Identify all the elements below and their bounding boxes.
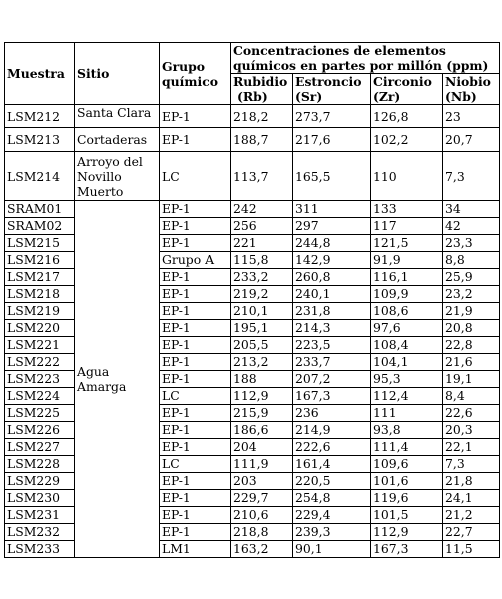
cell-zr: 111: [371, 405, 443, 422]
cell-rb: 218,2: [231, 105, 293, 128]
cell-grupo: EP-1: [160, 128, 231, 152]
cell-grupo: LC: [160, 456, 231, 473]
cell-sr: 229,4: [293, 507, 371, 524]
cell-sitio-agua-amarga: Agua Amarga: [75, 201, 160, 558]
cell-sr: 260,8: [293, 269, 371, 286]
cell-zr: 112,9: [371, 524, 443, 541]
cell-nb: 21,9: [443, 303, 500, 320]
cell-grupo: EP-1: [160, 507, 231, 524]
cell-muestra: LSM218: [5, 286, 75, 303]
cell-muestra: LSM229: [5, 473, 75, 490]
cell-sr: 90,1: [293, 541, 371, 558]
cell-nb: 24,1: [443, 490, 500, 507]
header-circonio-symbol: (Zr): [373, 89, 401, 104]
cell-zr: 116,1: [371, 269, 443, 286]
cell-rb: 163,2: [231, 541, 293, 558]
cell-rb: 210,6: [231, 507, 293, 524]
cell-nb: 22,8: [443, 337, 500, 354]
cell-nb: 21,8: [443, 473, 500, 490]
cell-sr: 236: [293, 405, 371, 422]
header-estroncio-symbol: (Sr): [295, 89, 323, 104]
cell-grupo: EP-1: [160, 269, 231, 286]
table-row: [5, 105, 500, 128]
header-sitio: Sitio: [75, 43, 160, 105]
cell-rb: 188: [231, 371, 293, 388]
cell-rb: 221: [231, 235, 293, 252]
cell-nb: 23: [443, 105, 500, 128]
cell-nb: 23,3: [443, 235, 500, 252]
cell-sr: 142,9: [293, 252, 371, 269]
cell-zr: 108,6: [371, 303, 443, 320]
cell-muestra: LSM217: [5, 269, 75, 286]
cell-rb: 219,2: [231, 286, 293, 303]
header-estroncio-name: Estroncio: [295, 74, 362, 89]
cell-sr: 214,9: [293, 422, 371, 439]
cell-grupo: EP-1: [160, 473, 231, 490]
cell-grupo: LM1: [160, 541, 231, 558]
cell-rb: 233,2: [231, 269, 293, 286]
cell-rb: 188,7: [231, 128, 293, 152]
cell-sr: 217,6: [293, 128, 371, 152]
cell-zr: 133: [371, 201, 443, 218]
cell-nb: 20,8: [443, 320, 500, 337]
cell-zr: 97,6: [371, 320, 443, 337]
cell-nb: 25,9: [443, 269, 500, 286]
cell-nb: 22,1: [443, 439, 500, 456]
cell-sr: 220,5: [293, 473, 371, 490]
cell-rb: 215,9: [231, 405, 293, 422]
cell-rb: 186,6: [231, 422, 293, 439]
cell-muestra: LSM220: [5, 320, 75, 337]
cell-zr: 109,9: [371, 286, 443, 303]
cell-rb: 213,2: [231, 354, 293, 371]
cell-muestra: LSM219: [5, 303, 75, 320]
cell-grupo: EP-1: [160, 524, 231, 541]
cell-zr: 167,3: [371, 541, 443, 558]
table-row: [5, 128, 500, 152]
cell-zr: 95,3: [371, 371, 443, 388]
cell-nb: 34: [443, 201, 500, 218]
cell-nb: 19,1: [443, 371, 500, 388]
cell-rb: 242: [231, 201, 293, 218]
cell-rb: 229,7: [231, 490, 293, 507]
cell-grupo: EP-1: [160, 337, 231, 354]
cell-nb: 21,2: [443, 507, 500, 524]
cell-sr: 311: [293, 201, 371, 218]
header-niobio-name: Niobio: [445, 74, 491, 89]
cell-rb: 205,5: [231, 337, 293, 354]
cell-sitio-arroyo: Arroyo del Novillo Muerto: [75, 152, 160, 201]
cell-nb: 7,3: [443, 456, 500, 473]
cell-rb: 204: [231, 439, 293, 456]
cell-sr: 297: [293, 218, 371, 235]
cell-rb: 203: [231, 473, 293, 490]
cell-sr: 239,3: [293, 524, 371, 541]
cell-sr: 167,3: [293, 388, 371, 405]
cell-rb: 112,9: [231, 388, 293, 405]
header-muestra: Muestra: [5, 43, 75, 105]
header-rubidio-name: Rubidio: [233, 74, 288, 89]
cell-grupo: EP-1: [160, 422, 231, 439]
cell-grupo: EP-1: [160, 405, 231, 422]
header-niobio-symbol: (Nb): [445, 89, 477, 104]
cell-muestra: LSM212: [5, 105, 75, 128]
header-rubidio-symbol: (Rb): [237, 89, 268, 104]
header-rubidio: [231, 74, 293, 105]
cell-rb: 115,8: [231, 252, 293, 269]
cell-muestra: LSM225: [5, 405, 75, 422]
header-concentraciones: Concentraciones de elementos químicos en partes por millón (ppm): [231, 43, 500, 74]
cell-muestra: LSM233: [5, 541, 75, 558]
cell-rb: 111,9: [231, 456, 293, 473]
cell-muestra: LSM230: [5, 490, 75, 507]
cell-nb: 22,6: [443, 405, 500, 422]
cell-sr: 273,7: [293, 105, 371, 128]
cell-grupo: Grupo A: [160, 252, 231, 269]
cell-sr: 231,8: [293, 303, 371, 320]
cell-sr: 165,5: [293, 152, 371, 201]
cell-nb: 21,6: [443, 354, 500, 371]
cell-zr: 110: [371, 152, 443, 201]
cell-rb: 218,8: [231, 524, 293, 541]
cell-grupo: EP-1: [160, 354, 231, 371]
cell-zr: 112,4: [371, 388, 443, 405]
cell-zr: 109,6: [371, 456, 443, 473]
cell-sr: 214,3: [293, 320, 371, 337]
cell-rb: 210,1: [231, 303, 293, 320]
cell-sr: 161,4: [293, 456, 371, 473]
cell-grupo: LC: [160, 152, 231, 201]
cell-zr: 102,2: [371, 128, 443, 152]
header-niobio: [443, 74, 500, 105]
cell-nb: 8,8: [443, 252, 500, 269]
header-circonio-name: Circonio: [373, 74, 432, 89]
cell-sr: 254,8: [293, 490, 371, 507]
cell-nb: 23,2: [443, 286, 500, 303]
cell-muestra: SRAM02: [5, 218, 75, 235]
header-grupo-quimico: Grupo químico: [160, 43, 231, 105]
cell-grupo: EP-1: [160, 320, 231, 337]
cell-grupo: EP-1: [160, 201, 231, 218]
cell-grupo: EP-1: [160, 105, 231, 128]
cell-muestra: LSM226: [5, 422, 75, 439]
header-estroncio: [293, 74, 371, 105]
cell-muestra: LSM222: [5, 354, 75, 371]
cell-zr: 93,8: [371, 422, 443, 439]
cell-muestra: LSM223: [5, 371, 75, 388]
cell-rb: 256: [231, 218, 293, 235]
cell-nb: 20,7: [443, 128, 500, 152]
cell-grupo: EP-1: [160, 303, 231, 320]
cell-nb: 42: [443, 218, 500, 235]
table-row: [5, 201, 500, 218]
cell-zr: 104,1: [371, 354, 443, 371]
table-row: [5, 152, 500, 201]
chemical-concentrations-table: [4, 42, 500, 558]
cell-sr: 240,1: [293, 286, 371, 303]
cell-muestra: LSM228: [5, 456, 75, 473]
cell-zr: 119,6: [371, 490, 443, 507]
cell-nb: 11,5: [443, 541, 500, 558]
cell-rb: 113,7: [231, 152, 293, 201]
cell-zr: 117: [371, 218, 443, 235]
cell-muestra: LSM231: [5, 507, 75, 524]
cell-sr: 222,6: [293, 439, 371, 456]
cell-grupo: EP-1: [160, 218, 231, 235]
cell-muestra: LSM216: [5, 252, 75, 269]
cell-muestra: SRAM01: [5, 201, 75, 218]
cell-sr: 233,7: [293, 354, 371, 371]
cell-muestra: LSM221: [5, 337, 75, 354]
cell-grupo: EP-1: [160, 235, 231, 252]
cell-sr: 223,5: [293, 337, 371, 354]
cell-zr: 101,5: [371, 507, 443, 524]
cell-rb: 195,1: [231, 320, 293, 337]
cell-muestra: LSM213: [5, 128, 75, 152]
cell-zr: 111,4: [371, 439, 443, 456]
cell-nb: 20,3: [443, 422, 500, 439]
cell-grupo: LC: [160, 388, 231, 405]
cell-zr: 101,6: [371, 473, 443, 490]
cell-zr: 121,5: [371, 235, 443, 252]
cell-zr: 91,9: [371, 252, 443, 269]
cell-muestra: LSM215: [5, 235, 75, 252]
cell-grupo: EP-1: [160, 490, 231, 507]
cell-nb: 22,7: [443, 524, 500, 541]
cell-sitio-cortaderas: Cortaderas: [75, 128, 160, 152]
cell-muestra: LSM232: [5, 524, 75, 541]
cell-muestra: LSM227: [5, 439, 75, 456]
cell-muestra: LSM224: [5, 388, 75, 405]
cell-zr: 108,4: [371, 337, 443, 354]
cell-sitio-santa-clara: Santa Clara: [75, 105, 160, 128]
header-circonio: [371, 74, 443, 105]
cell-nb: 7,3: [443, 152, 500, 201]
cell-zr: 126,8: [371, 105, 443, 128]
cell-grupo: EP-1: [160, 371, 231, 388]
cell-sr: 244,8: [293, 235, 371, 252]
cell-nb: 8,4: [443, 388, 500, 405]
cell-muestra: LSM214: [5, 152, 75, 201]
cell-grupo: EP-1: [160, 286, 231, 303]
cell-sr: 207,2: [293, 371, 371, 388]
cell-grupo: EP-1: [160, 439, 231, 456]
